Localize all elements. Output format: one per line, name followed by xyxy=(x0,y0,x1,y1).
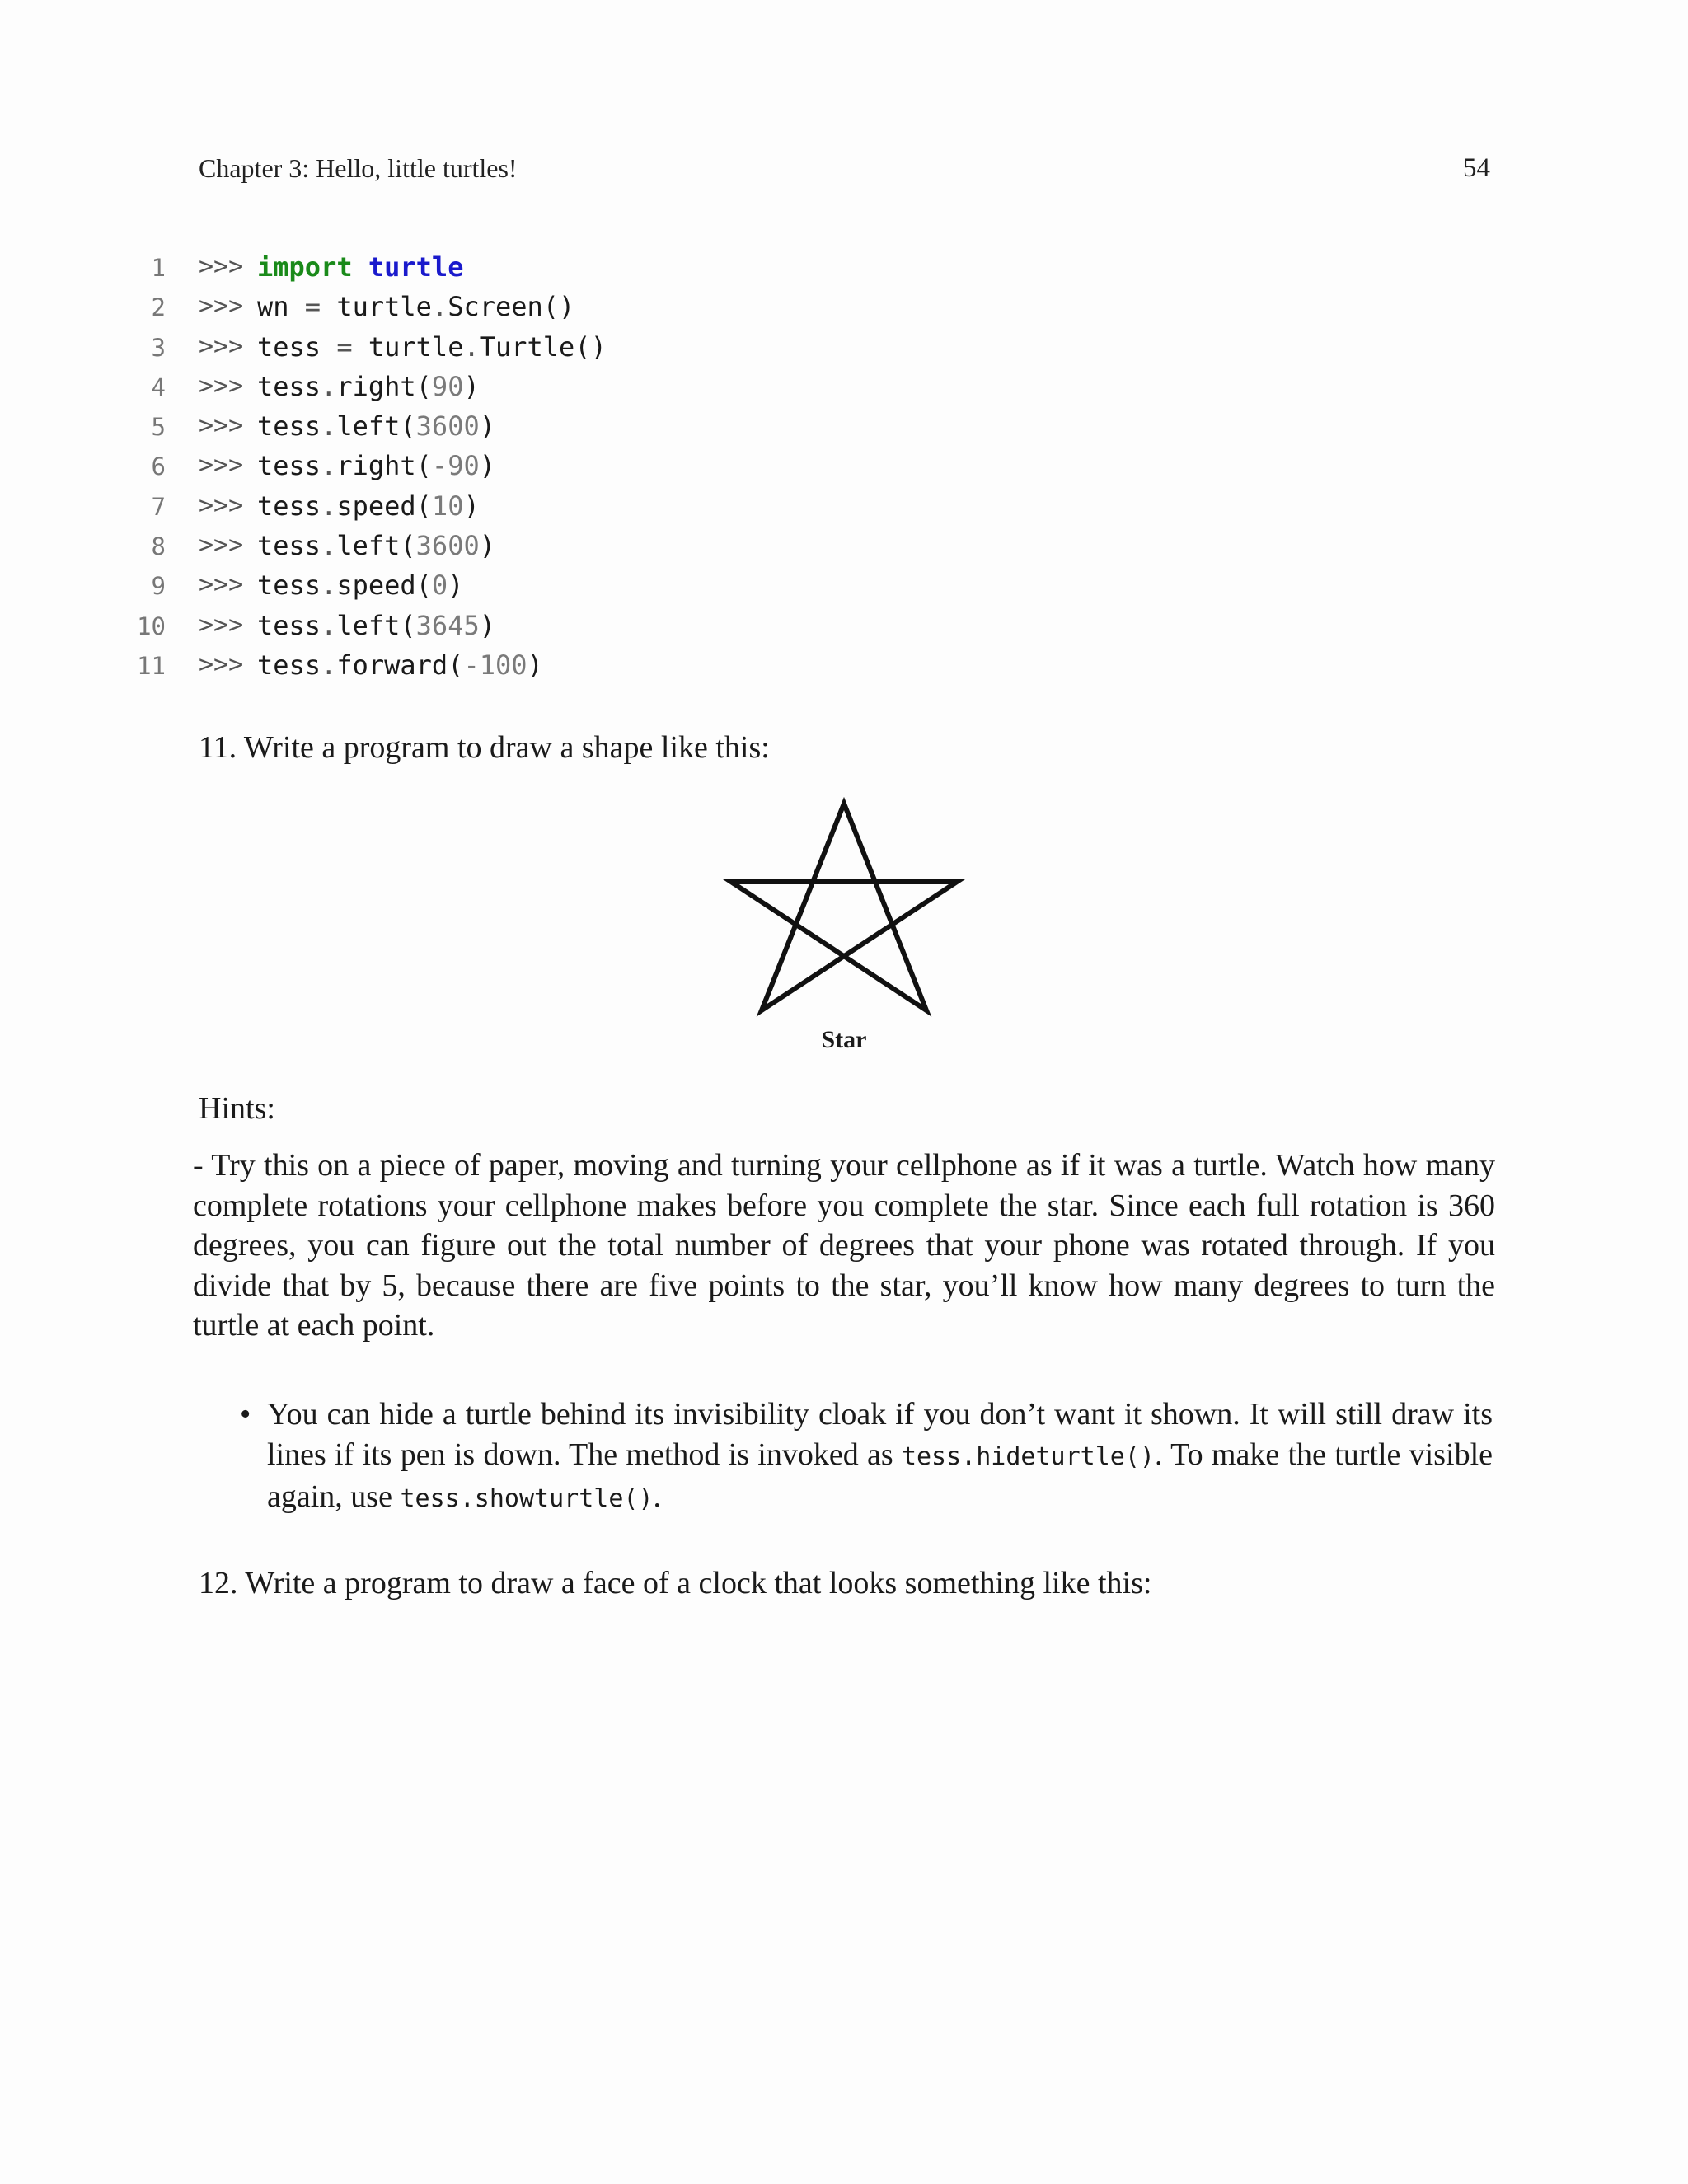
code-token: Turtle() xyxy=(479,330,607,363)
code-token: left( xyxy=(336,530,416,562)
repl-prompt: >>> xyxy=(199,570,244,600)
code-token: . xyxy=(321,370,337,402)
code-token: . xyxy=(463,330,480,363)
line-number: 4 xyxy=(151,373,166,401)
repl-prompt: >>> xyxy=(199,531,244,560)
code-token: -100 xyxy=(463,649,528,681)
code-token: 90 xyxy=(431,370,464,402)
code-token: speed( xyxy=(336,569,432,602)
line-number: 7 xyxy=(151,492,166,521)
code-text xyxy=(257,247,463,287)
code-token: tess xyxy=(257,649,321,681)
code-text xyxy=(257,565,463,605)
code-token: -90 xyxy=(431,450,480,482)
code-token: . xyxy=(321,410,337,443)
code-token: tess xyxy=(257,330,337,363)
code-token: Screen() xyxy=(448,291,575,323)
repl-prompt: >>> xyxy=(199,451,244,480)
hideturtle-code: tess.hideturtle() xyxy=(901,1441,1155,1471)
code-line xyxy=(128,565,1364,605)
code-text xyxy=(257,406,495,446)
code-token: tess xyxy=(257,569,321,602)
code-token: ) xyxy=(448,569,464,602)
code-token: = xyxy=(336,330,353,363)
line-number: 3 xyxy=(151,333,166,362)
code-line xyxy=(128,247,1364,287)
repl-prompt: >>> xyxy=(199,292,244,321)
star-outline xyxy=(731,804,957,1010)
star-figure xyxy=(0,795,1688,1054)
showturtle-code: tess.showturtle() xyxy=(400,1484,654,1513)
code-token: . xyxy=(321,450,337,482)
code-token: right( xyxy=(336,370,432,402)
code-token: right( xyxy=(336,450,432,482)
code-line xyxy=(128,446,1364,485)
code-listing xyxy=(128,247,1364,685)
code-token: . xyxy=(431,291,448,323)
code-token: . xyxy=(321,569,337,602)
line-number: 9 xyxy=(151,572,166,601)
repl-prompt: >>> xyxy=(199,371,244,401)
bullet-text-after: . xyxy=(653,1479,661,1514)
code-text xyxy=(257,367,480,406)
code-line xyxy=(128,526,1364,565)
code-token: . xyxy=(321,530,337,562)
code-token: left( xyxy=(336,609,416,641)
code-text xyxy=(257,606,495,645)
code-token: ) xyxy=(463,370,480,402)
code-token: 3600 xyxy=(415,410,480,443)
code-token: 3645 xyxy=(415,609,480,641)
code-token: turtle xyxy=(368,251,464,283)
code-token: speed( xyxy=(336,490,432,522)
repl-prompt: >>> xyxy=(199,490,244,520)
code-line xyxy=(128,645,1364,685)
code-token: = xyxy=(304,291,321,323)
line-number: 6 xyxy=(151,452,166,481)
code-token: 10 xyxy=(431,490,464,522)
repl-prompt: >>> xyxy=(199,331,244,361)
page-number: 54 xyxy=(1463,153,1490,183)
code-text xyxy=(257,486,480,526)
code-line xyxy=(128,406,1364,446)
figure-caption: Star xyxy=(821,1026,867,1053)
line-number: 8 xyxy=(151,532,166,561)
code-token: ) xyxy=(527,649,543,681)
code-token: import xyxy=(257,251,353,283)
code-token: tess xyxy=(257,490,321,522)
code-token: tess xyxy=(257,370,321,402)
code-text xyxy=(257,645,543,685)
code-token: tess xyxy=(257,450,321,482)
code-token xyxy=(353,251,368,283)
code-line xyxy=(128,606,1364,645)
code-token: turtle xyxy=(321,291,432,323)
code-token: ) xyxy=(479,530,495,562)
star-drawing xyxy=(720,795,968,1018)
code-text xyxy=(257,287,574,326)
line-number: 11 xyxy=(137,651,166,680)
repl-prompt: >>> xyxy=(199,649,244,679)
code-line xyxy=(128,327,1364,367)
repl-prompt: >>> xyxy=(199,610,244,640)
code-line xyxy=(128,367,1364,406)
code-token: 3600 xyxy=(415,530,480,562)
code-token: . xyxy=(321,609,337,641)
code-token: turtle xyxy=(352,330,464,363)
repl-prompt: >>> xyxy=(199,252,244,281)
code-text xyxy=(257,446,495,485)
code-token: forward( xyxy=(336,649,464,681)
line-number: 1 xyxy=(151,254,166,282)
line-number: 10 xyxy=(137,612,166,640)
line-number: 5 xyxy=(151,413,166,442)
hint-bullet-list xyxy=(199,1394,1493,1520)
code-token: left( xyxy=(336,410,416,443)
bullet-marker: • xyxy=(240,1397,251,1432)
repl-prompt: >>> xyxy=(199,411,244,441)
exercise-12-prompt: 12. Write a program to draw a face of a clock that looks something like this: xyxy=(199,1566,1152,1601)
code-token: . xyxy=(321,490,337,522)
code-token: ) xyxy=(479,450,495,482)
code-token: . xyxy=(321,649,337,681)
hint-paragraph: - Try this on a piece of paper, moving and turning your cellphone as if it was a turtle. Watch how many complete rotations your cellphone makes before you complete the star. Since each full rotation is 360 degrees, you can figure out the total number of degrees that your phone was rotated through. If you divide that by 5, because there are five points to the star, you’ll know how many degrees to turn the turtle at each point. xyxy=(193,1148,1495,1343)
code-text xyxy=(257,526,495,565)
bullet-text-middle: . To make the turtle visible again, use xyxy=(267,1436,1493,1514)
hint-bullet-item xyxy=(199,1394,1493,1520)
code-line xyxy=(128,486,1364,526)
code-token: wn xyxy=(257,291,305,323)
code-token: ) xyxy=(463,490,480,522)
code-token: tess xyxy=(257,609,321,641)
code-token: tess xyxy=(257,410,321,443)
code-token: 0 xyxy=(431,569,448,602)
code-token: ) xyxy=(479,410,495,443)
chapter-title: Chapter 3: Hello, little turtles! xyxy=(199,153,518,183)
code-line xyxy=(128,287,1364,326)
hints-label: Hints: xyxy=(199,1091,275,1126)
page-header xyxy=(199,153,1490,194)
code-token: tess xyxy=(257,530,321,562)
exercise-11-prompt: 11. Write a program to draw a shape like this: xyxy=(199,730,770,765)
line-number: 2 xyxy=(151,293,166,322)
code-token: ) xyxy=(479,609,495,641)
bullet-text-before: You can hide a turtle behind its invisibility cloak if you don’t want it shown. It will still draw its lines if its pen is down. The method is invoked as xyxy=(267,1397,1493,1472)
code-text xyxy=(257,327,607,367)
